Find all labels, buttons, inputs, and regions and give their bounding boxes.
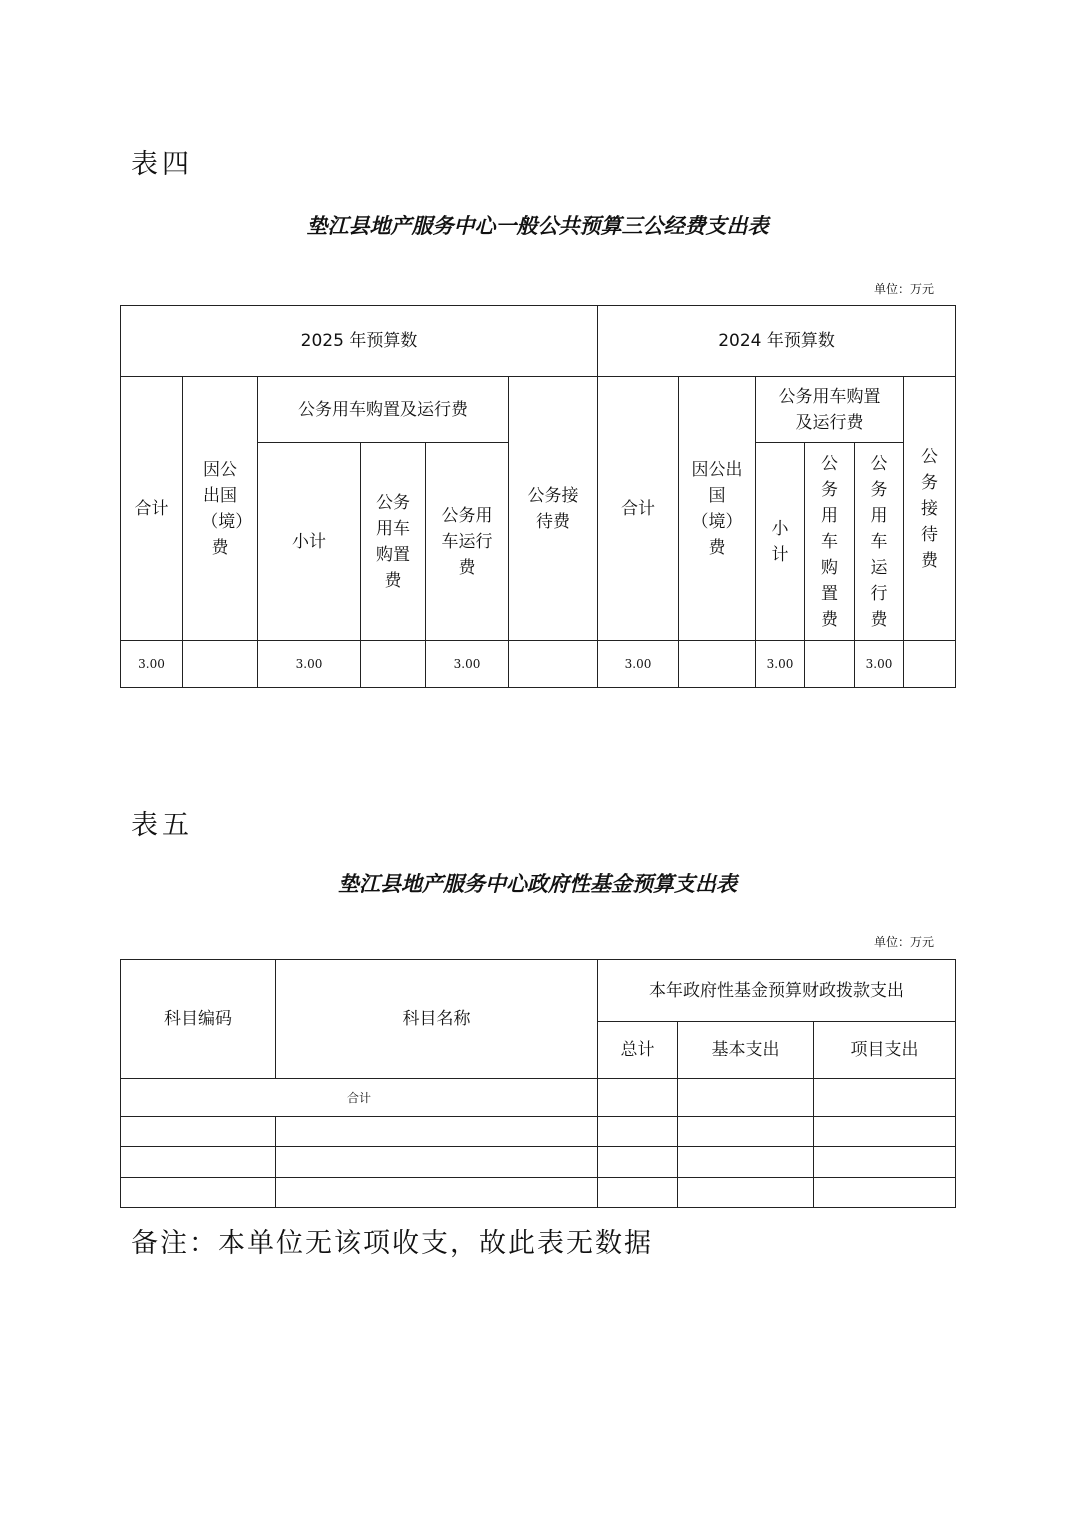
cell-2024-total: 3.00 — [598, 641, 679, 688]
total-row-label: 合计 — [121, 1079, 598, 1117]
cell-2025-total: 3.00 — [121, 641, 183, 688]
table-cell — [814, 1117, 956, 1147]
header-2025-vehicle: 公务用车购置及运行费 — [258, 377, 509, 443]
table-cell — [678, 1147, 814, 1178]
header-2024-vehicle-running: 公务用车运行费 — [855, 443, 904, 641]
table-cell — [678, 1079, 814, 1117]
header-2024-subtotal: 小计 — [756, 443, 805, 641]
header-total: 总计 — [598, 1022, 678, 1079]
header-subject-name: 科目名称 — [276, 960, 598, 1079]
table-row — [121, 1147, 956, 1178]
header-basic-expense: 基本支出 — [678, 1022, 814, 1079]
gov-fund-table — [120, 959, 956, 1208]
table-cell — [121, 1178, 276, 1208]
cell-2024-abroad — [679, 641, 756, 688]
header-2024-vehicle-purchase: 公务用车购置费 — [805, 443, 855, 641]
table-row — [121, 641, 956, 688]
cell-2024-reception — [904, 641, 956, 688]
header-subject-code: 科目编码 — [121, 960, 276, 1079]
table4-title: 垫江县地产服务中心一般公共预算三公经费支出表 — [306, 213, 769, 238]
table-cell — [678, 1117, 814, 1147]
header-2025-total: 合计 — [121, 377, 183, 641]
table5-unit: 单位：万元 — [874, 935, 935, 949]
header-fund-expense: 本年政府性基金预算财政拨款支出 — [598, 960, 956, 1022]
header-2025-reception: 公务接待费 — [509, 377, 598, 641]
section-label-table4: 表四 — [131, 149, 193, 180]
table-cell — [678, 1178, 814, 1208]
table-cell — [814, 1079, 956, 1117]
header-2024-reception: 公务接待费 — [904, 377, 956, 641]
header-2024-abroad: 因公出国（境）费 — [679, 377, 756, 641]
table-row — [121, 1178, 956, 1208]
cell-2024-subtotal: 3.00 — [756, 641, 805, 688]
cell-2025-abroad — [183, 641, 258, 688]
header-2025-budget: 2025 年预算数 — [121, 306, 598, 377]
cell-2025-reception — [509, 641, 598, 688]
cell-2025-running: 3.00 — [426, 641, 509, 688]
table-cell — [598, 1147, 678, 1178]
header-2024-vehicle: 公务用车购置及运行费 — [756, 377, 904, 443]
table-row — [121, 1117, 956, 1147]
table4-unit: 单位：万元 — [874, 282, 935, 296]
table-cell — [598, 1117, 678, 1147]
table-cell — [598, 1178, 678, 1208]
table-cell — [276, 1147, 598, 1178]
table-cell — [276, 1117, 598, 1147]
table-cell — [121, 1117, 276, 1147]
table-cell — [276, 1178, 598, 1208]
cell-2025-subtotal: 3.00 — [258, 641, 361, 688]
three-public-expense-table — [120, 305, 956, 688]
table-cell — [814, 1178, 956, 1208]
table-cell — [598, 1079, 678, 1117]
header-2025-subtotal: 小计 — [258, 443, 361, 641]
header-2024-total: 合计 — [598, 377, 679, 641]
table5-note: 备注：本单位无该项收支，故此表无数据 — [131, 1228, 653, 1259]
cell-2024-running: 3.00 — [855, 641, 904, 688]
header-project-expense: 项目支出 — [814, 1022, 956, 1079]
header-2025-vehicle-running: 公务用车运行费 — [426, 443, 509, 641]
table-cell — [121, 1147, 276, 1178]
table5-title: 垫江县地产服务中心政府性基金预算支出表 — [338, 871, 737, 896]
header-2025-vehicle-purchase: 公务用车购置费 — [361, 443, 426, 641]
table-row — [121, 1079, 956, 1117]
header-2024-budget: 2024 年预算数 — [598, 306, 956, 377]
section-label-table5: 表五 — [131, 810, 193, 841]
table-cell — [814, 1147, 956, 1178]
cell-2024-purchase — [805, 641, 855, 688]
header-2025-abroad: 因公出国（境）费 — [183, 377, 258, 641]
cell-2025-purchase — [361, 641, 426, 688]
